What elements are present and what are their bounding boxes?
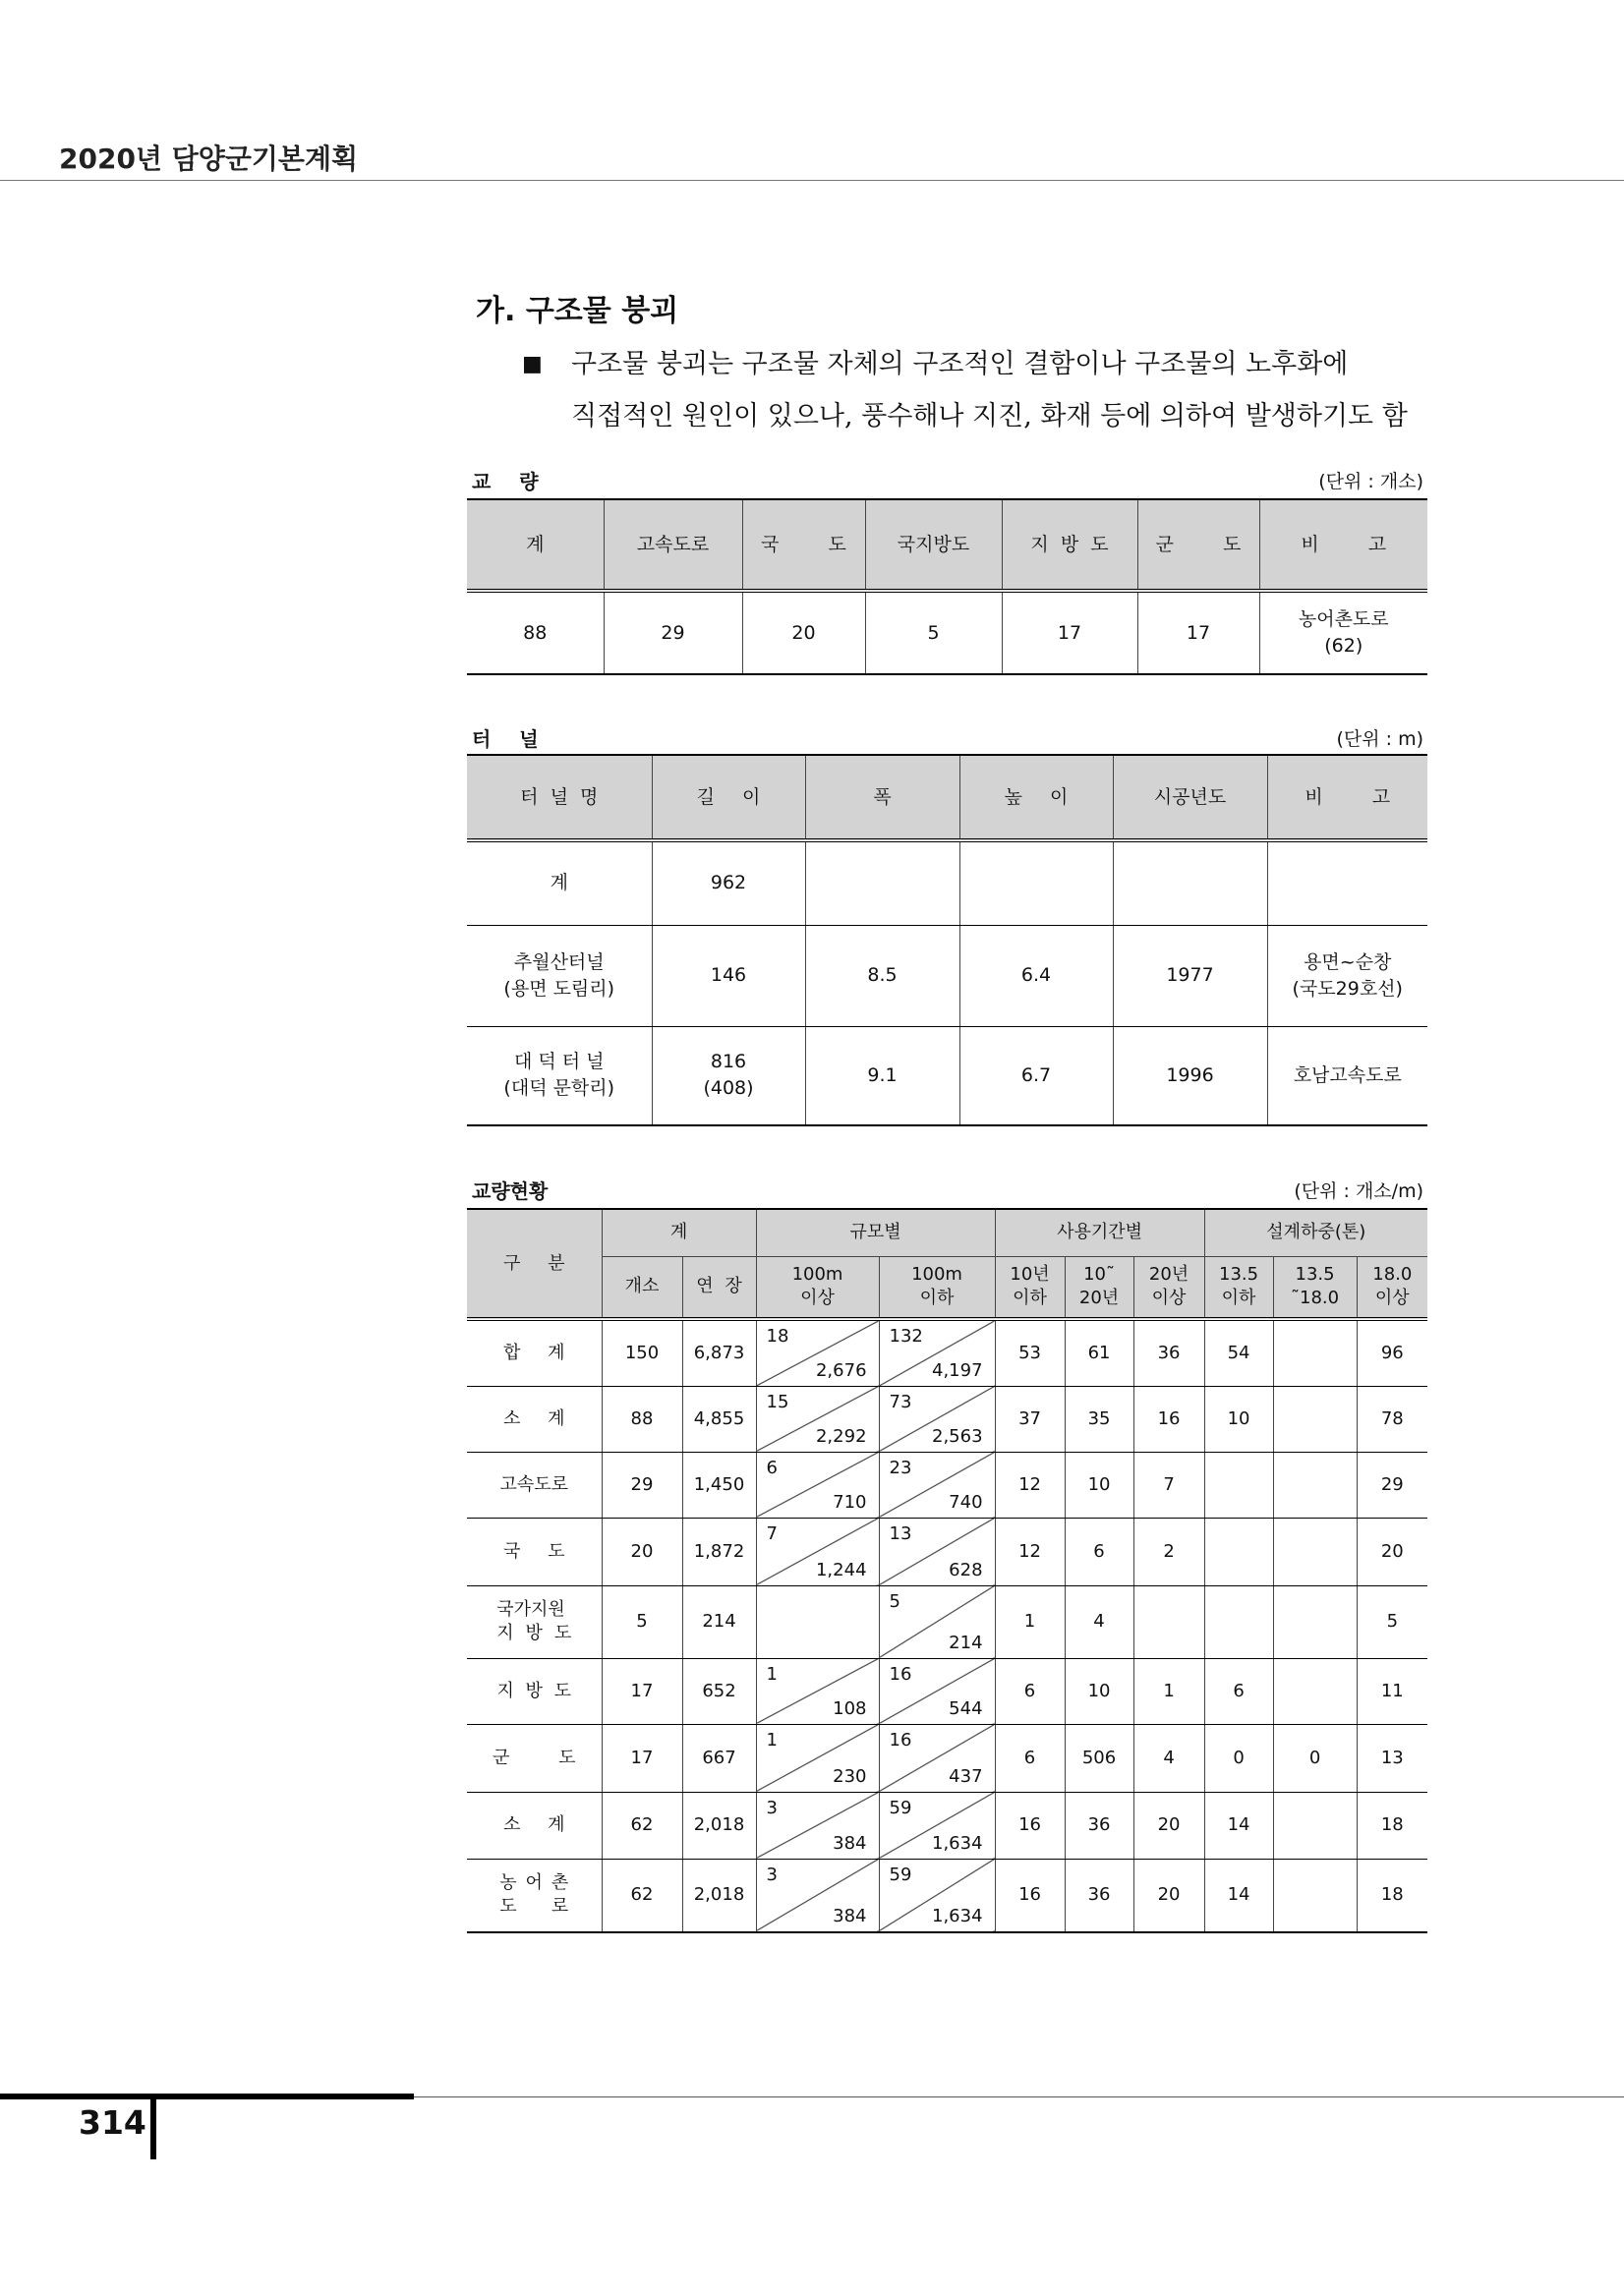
table-row [467, 1518, 1427, 1585]
table-header-cell: 비 고 [1267, 755, 1427, 840]
row-label: 합 계 [467, 1319, 602, 1386]
age-10-under-cell: 37 [995, 1386, 1065, 1452]
load-13-5-under-cell: 14 [1204, 1859, 1273, 1932]
table-cell: 6.7 [959, 1026, 1113, 1125]
table-cell: 농어촌도로 (62) [1259, 591, 1427, 674]
count-value: 16 [889, 1663, 912, 1685]
age-10-20-cell: 506 [1065, 1724, 1133, 1792]
load-13-5-18-cell [1273, 1319, 1357, 1386]
bridge-status-table [467, 1208, 1427, 1933]
square-bullet-icon: ■ [522, 352, 543, 376]
age-10-20-cell: 10 [1065, 1452, 1133, 1518]
count-cell: 17 [602, 1724, 682, 1792]
load-13-5-18-cell [1273, 1658, 1357, 1724]
table-cell: 6.4 [959, 925, 1113, 1026]
age-10-under-cell: 16 [995, 1792, 1065, 1859]
age-10-20-cell: 35 [1065, 1386, 1133, 1452]
table-cell: 용면~순창 (국도29호선) [1267, 925, 1427, 1026]
over-100m-cell [756, 1658, 879, 1724]
length-value: 1,634 [932, 1906, 983, 1926]
length-value: 544 [949, 1697, 983, 1719]
over-100m-cell [756, 1585, 879, 1658]
load-13-5-under-cell [1204, 1585, 1273, 1658]
table-row [467, 1319, 1427, 1386]
table-row [467, 1386, 1427, 1452]
table-header-cell: 길 이 [652, 755, 805, 840]
length-value: 2,563 [932, 1425, 983, 1447]
table-row [467, 591, 1427, 674]
length-value: 1,634 [932, 1832, 983, 1854]
table-header-cell: 18.0 이상 [1357, 1256, 1427, 1319]
length-value: 108 [833, 1697, 867, 1719]
load-18-over-cell: 13 [1357, 1724, 1427, 1792]
count-cell: 20 [602, 1518, 682, 1585]
tunnel-table-unit: (단위 : m) [1336, 728, 1423, 750]
table-header-cell: 구 분 [467, 1209, 602, 1319]
table-group-header: 사용기간별 [995, 1209, 1204, 1256]
under-100m-cell [879, 1585, 995, 1658]
row-label: 지 방 도 [467, 1658, 602, 1724]
tunnel-table [467, 754, 1427, 1126]
table-header-cell: 100m 이상 [756, 1256, 879, 1319]
over-100m-cell [756, 1792, 879, 1859]
length-cell: 652 [682, 1658, 756, 1724]
count-value: 5 [889, 1590, 900, 1612]
age-20-over-cell: 2 [1133, 1518, 1204, 1585]
table-row [467, 925, 1427, 1026]
row-label: 소 계 [467, 1386, 602, 1452]
length-cell: 4,855 [682, 1386, 756, 1452]
age-10-under-cell: 1 [995, 1585, 1065, 1658]
table-header-row [467, 499, 1427, 591]
table-cell: 29 [604, 591, 742, 674]
table-header-cell: 고속도로 [604, 499, 742, 591]
table-cell: 5 [865, 591, 1002, 674]
under-100m-cell [879, 1452, 995, 1518]
table-row [467, 840, 1427, 925]
table-cell: 1977 [1113, 925, 1267, 1026]
paragraph-line: 직접적인 원인이 있으나, 풍수해나 지진, 화재 등에 의하여 발생하기도 함 [571, 401, 1408, 431]
row-label: 고속도로 [467, 1452, 602, 1518]
count-value: 18 [766, 1326, 789, 1347]
load-18-over-cell: 18 [1357, 1792, 1427, 1859]
table-header-cell: 국지방도 [865, 499, 1002, 591]
footer-rule [414, 2096, 1624, 2097]
table-header-cell: 폭 [805, 755, 959, 840]
table-row [467, 1026, 1427, 1125]
age-20-over-cell: 1 [1133, 1658, 1204, 1724]
table-cell [959, 840, 1113, 925]
load-13-5-18-cell [1273, 1386, 1357, 1452]
header-rule [0, 180, 1624, 181]
bridge-status-unit: (단위 : 개소/m) [1294, 1180, 1423, 1202]
table-row [467, 1585, 1427, 1658]
over-100m-cell [756, 1452, 879, 1518]
row-label [467, 1585, 602, 1658]
table-row [467, 1859, 1427, 1932]
age-10-20-cell: 36 [1065, 1792, 1133, 1859]
table-cell: 8.5 [805, 925, 959, 1026]
section-title: 가. 구조물 붕괴 [476, 294, 679, 328]
footer-rule-thick [0, 2094, 414, 2099]
table-cell: 추월산터널 (용면 도림리) [467, 925, 652, 1026]
age-10-under-cell: 12 [995, 1452, 1065, 1518]
table-cell: 1996 [1113, 1026, 1267, 1125]
over-100m-cell [756, 1724, 879, 1792]
age-10-20-cell: 61 [1065, 1319, 1133, 1386]
under-100m-cell [879, 1658, 995, 1724]
age-10-under-cell: 12 [995, 1518, 1065, 1585]
length-cell: 1,872 [682, 1518, 756, 1585]
load-13-5-18-cell: 0 [1273, 1724, 1357, 1792]
paragraph-line: 구조물 붕괴는 구조물 자체의 구조적인 결함이나 구조물의 노후화에 [571, 349, 1349, 379]
age-20-over-cell: 4 [1133, 1724, 1204, 1792]
table-header-cell: 개소 [602, 1256, 682, 1319]
load-13-5-18-cell [1273, 1518, 1357, 1585]
table-cell: 816 (408) [652, 1026, 805, 1125]
load-13-5-18-cell [1273, 1585, 1357, 1658]
length-value: 437 [949, 1765, 983, 1787]
bridge-status-caption: 교량현황 [472, 1179, 549, 1203]
load-18-over-cell: 78 [1357, 1386, 1427, 1452]
count-value: 23 [889, 1457, 912, 1478]
length-value: 384 [833, 1832, 867, 1854]
table-header-row [467, 1209, 1427, 1256]
table-header-cell: 13.5 ˜18.0 [1273, 1256, 1357, 1319]
count-value: 73 [889, 1391, 912, 1412]
length-value: 628 [949, 1559, 983, 1580]
count-cell: 62 [602, 1859, 682, 1932]
length-value: 1,244 [815, 1559, 867, 1580]
page-number-bar [150, 2096, 156, 2159]
page-number: 314 [79, 2103, 146, 2142]
load-13-5-under-cell [1204, 1518, 1273, 1585]
table-cell [805, 840, 959, 925]
table-cell: 88 [467, 591, 604, 674]
table-row [467, 1658, 1427, 1724]
table-header-cell: 연 장 [682, 1256, 756, 1319]
count-value: 1 [766, 1729, 778, 1751]
table-group-header: 설계하중(톤) [1204, 1209, 1427, 1256]
length-cell: 667 [682, 1724, 756, 1792]
length-value: 740 [949, 1491, 983, 1513]
length-value: 2,292 [815, 1425, 867, 1447]
tunnel-table-caption: 터 널 [472, 727, 539, 751]
count-cell: 88 [602, 1386, 682, 1452]
length-value: 4,197 [932, 1359, 983, 1381]
age-10-under-cell: 6 [995, 1658, 1065, 1724]
load-13-5-18-cell [1273, 1859, 1357, 1932]
load-18-over-cell: 18 [1357, 1859, 1427, 1932]
table-cell: 호남고속도로 [1267, 1026, 1427, 1125]
table-header-cell: 10년 이하 [995, 1256, 1065, 1319]
age-20-over-cell [1133, 1585, 1204, 1658]
table-cell: 146 [652, 925, 805, 1026]
table-header-cell: 터 널 명 [467, 755, 652, 840]
length-value: 710 [833, 1491, 867, 1513]
bridge-table [467, 498, 1427, 675]
under-100m-cell [879, 1518, 995, 1585]
load-13-5-18-cell [1273, 1792, 1357, 1859]
table-header-cell: 국 도 [742, 499, 865, 591]
count-value: 7 [766, 1522, 778, 1544]
table-header-cell: 10˜ 20년 [1065, 1256, 1133, 1319]
table-row [467, 1792, 1427, 1859]
load-13-5-under-cell: 6 [1204, 1658, 1273, 1724]
table-header-cell: 계 [467, 499, 604, 591]
load-18-over-cell: 5 [1357, 1585, 1427, 1658]
over-100m-cell [756, 1518, 879, 1585]
row-label: 군 도 [467, 1724, 602, 1792]
length-value: 2,676 [815, 1359, 867, 1381]
count-cell: 150 [602, 1319, 682, 1386]
table-header-row [467, 755, 1427, 840]
count-cell: 5 [602, 1585, 682, 1658]
age-10-under-cell: 6 [995, 1724, 1065, 1792]
under-100m-cell [879, 1724, 995, 1792]
table-header-cell: 군 도 [1137, 499, 1259, 591]
under-100m-cell [879, 1859, 995, 1932]
length-value: 214 [949, 1632, 983, 1653]
table-header-cell: 높 이 [959, 755, 1113, 840]
load-18-over-cell: 96 [1357, 1319, 1427, 1386]
load-18-over-cell: 29 [1357, 1452, 1427, 1518]
load-18-over-cell: 11 [1357, 1658, 1427, 1724]
bridge-table-unit: (단위 : 개소) [1318, 471, 1423, 492]
table-cell: 대 덕 터 널 (대덕 문학리) [467, 1026, 652, 1125]
row-label [467, 1859, 602, 1932]
over-100m-cell [756, 1319, 879, 1386]
count-value: 6 [766, 1457, 778, 1478]
table-header-cell: 20년 이상 [1133, 1256, 1204, 1319]
table-cell: 계 [467, 840, 652, 925]
count-cell: 17 [602, 1658, 682, 1724]
over-100m-cell [756, 1386, 879, 1452]
document-title: 2020년 담양군기본계획 [59, 143, 359, 175]
table-cell: 962 [652, 840, 805, 925]
length-cell: 2,018 [682, 1859, 756, 1932]
count-cell: 29 [602, 1452, 682, 1518]
count-value: 3 [766, 1797, 778, 1818]
row-label: 소 계 [467, 1792, 602, 1859]
count-cell: 62 [602, 1792, 682, 1859]
table-row [467, 1452, 1427, 1518]
over-100m-cell [756, 1859, 879, 1932]
load-13-5-under-cell [1204, 1452, 1273, 1518]
load-18-over-cell: 20 [1357, 1518, 1427, 1585]
length-cell: 6,873 [682, 1319, 756, 1386]
age-10-under-cell: 16 [995, 1859, 1065, 1932]
length-cell: 1,450 [682, 1452, 756, 1518]
table-group-header: 계 [602, 1209, 756, 1256]
count-value: 3 [766, 1864, 778, 1885]
length-cell: 214 [682, 1585, 756, 1658]
load-13-5-under-cell: 0 [1204, 1724, 1273, 1792]
row-label: 국 도 [467, 1518, 602, 1585]
length-value: 230 [833, 1765, 867, 1787]
table-group-header: 규모별 [756, 1209, 995, 1256]
age-20-over-cell: 20 [1133, 1859, 1204, 1932]
row-label-text: 국가지원 지 방 도 [496, 1599, 572, 1643]
load-13-5-18-cell [1273, 1452, 1357, 1518]
under-100m-cell [879, 1386, 995, 1452]
age-20-over-cell: 20 [1133, 1792, 1204, 1859]
count-value: 59 [889, 1864, 912, 1885]
load-13-5-under-cell: 54 [1204, 1319, 1273, 1386]
table-header-row [467, 1256, 1427, 1319]
table-cell [1267, 840, 1427, 925]
age-20-over-cell: 36 [1133, 1319, 1204, 1386]
table-cell: 17 [1137, 591, 1259, 674]
load-13-5-under-cell: 14 [1204, 1792, 1273, 1859]
age-10-20-cell: 6 [1065, 1518, 1133, 1585]
load-13-5-under-cell: 10 [1204, 1386, 1273, 1452]
table-header-cell: 시공년도 [1113, 755, 1267, 840]
table-cell: 17 [1002, 591, 1137, 674]
length-cell: 2,018 [682, 1792, 756, 1859]
age-10-20-cell: 36 [1065, 1859, 1133, 1932]
age-10-under-cell: 53 [995, 1319, 1065, 1386]
table-cell [1113, 840, 1267, 925]
table-header-cell: 13.5 이하 [1204, 1256, 1273, 1319]
age-20-over-cell: 7 [1133, 1452, 1204, 1518]
table-cell: 9.1 [805, 1026, 959, 1125]
age-10-20-cell: 10 [1065, 1658, 1133, 1724]
count-value: 15 [766, 1391, 789, 1412]
count-value: 59 [889, 1797, 912, 1818]
count-value: 16 [889, 1729, 912, 1751]
bridge-table-caption: 교 량 [472, 470, 539, 493]
age-10-20-cell: 4 [1065, 1585, 1133, 1658]
under-100m-cell [879, 1792, 995, 1859]
count-value: 1 [766, 1663, 778, 1685]
length-value: 384 [833, 1906, 867, 1926]
count-value: 13 [889, 1522, 912, 1544]
table-header-cell: 100m 이하 [879, 1256, 995, 1319]
table-row [467, 1724, 1427, 1792]
table-header-cell: 지 방 도 [1002, 499, 1137, 591]
table-cell: 20 [742, 591, 865, 674]
row-label-text: 농 어 촌 도 로 [499, 1872, 569, 1918]
age-20-over-cell: 16 [1133, 1386, 1204, 1452]
count-value: 132 [889, 1326, 923, 1347]
under-100m-cell [879, 1319, 995, 1386]
table-header-cell: 비 고 [1259, 499, 1427, 591]
